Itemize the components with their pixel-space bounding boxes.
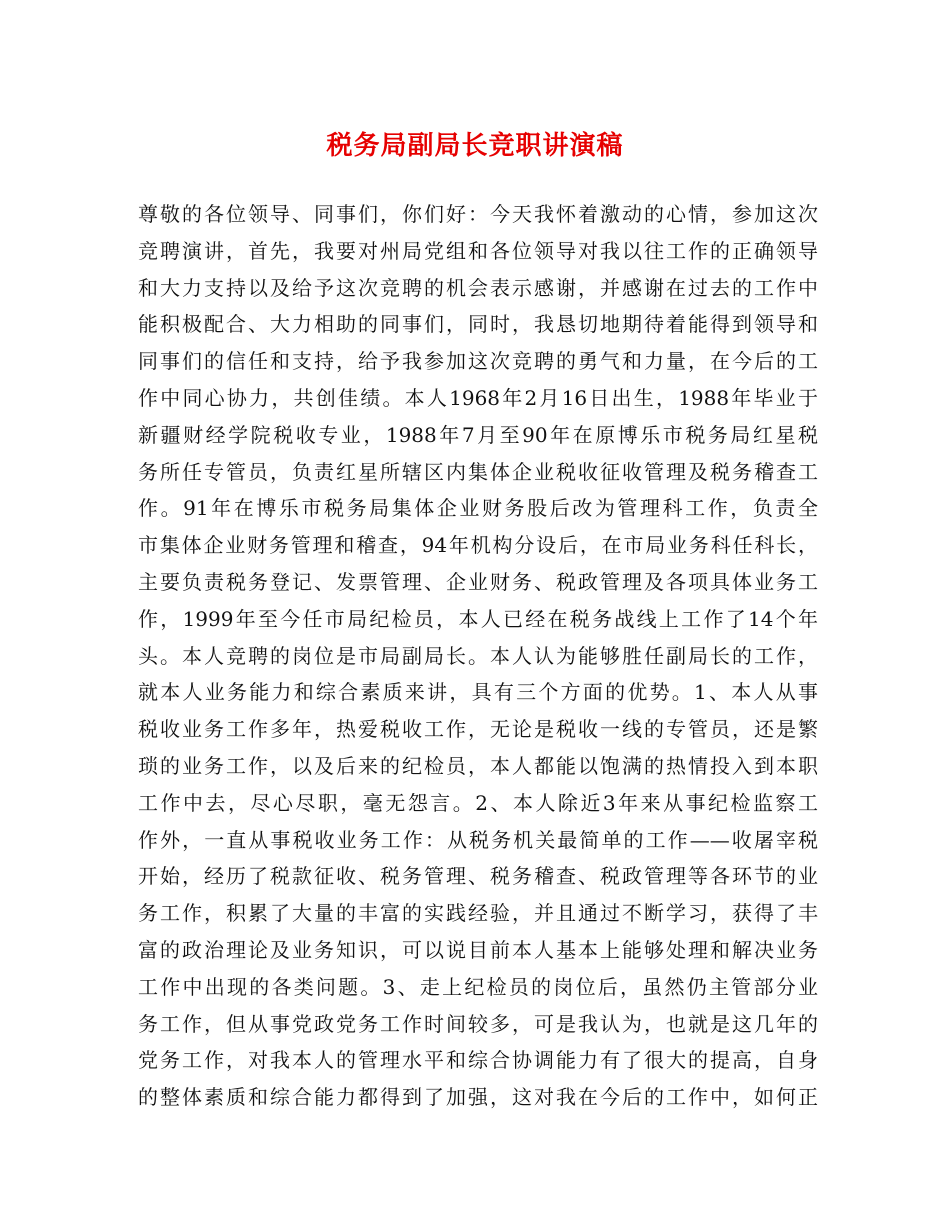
body-line: 税收业务工作多年，热爱税收工作，无论是税收一线的专管员，还是繁 [138,717,818,742]
body-line: 同事们的信任和支持，给予我参加这次竞聘的勇气和力量，在今后的工 [138,349,818,374]
body-line: 党务工作，对我本人的管理水平和综合协调能力有了很大的提高，自身 [138,1048,818,1073]
body-line: 琐的业务工作，以及后来的纪检员，本人都能以饱满的热情投入到本职 [138,753,818,778]
body-line: 工作中出现的各类问题。3、走上纪检员的岗位后，虽然仍主管部分业 [138,974,818,999]
body-line: 作，1999年至今任市局纪检员，本人已经在税务战线上工作了14个年 [138,606,818,631]
body-line: 能积极配合、大力相助的同事们，同时，我恳切地期待着能得到领导和 [138,312,818,337]
body-line: 头。本人竞聘的岗位是市局副局长。本人认为能够胜任副局长的工作， [138,643,818,668]
body-line: 作。91年在博乐市税务局集体企业财务股后改为管理科工作，负责全 [138,496,818,521]
body-line: 的整体素质和综合能力都得到了加强，这对我在今后的工作中，如何正 [138,1085,818,1110]
body-line: 主要负责税务登记、发票管理、企业财务、税政管理及各项具体业务工 [138,569,818,594]
body-line: 作外，一直从事税收业务工作：从税务机关最简单的工作——收屠宰税 [138,827,818,852]
body-line: 竞聘演讲，首先，我要对州局党组和各位领导对我以往工作的正确领导 [138,238,818,263]
body-line: 就本人业务能力和综合素质来讲，具有三个方面的优势。1、本人从事 [138,680,818,705]
body-line: 新疆财经学院税收专业，1988年7月至90年在原博乐市税务局红星税 [138,422,818,447]
body-line: 务工作，积累了大量的丰富的实践经验，并且通过不断学习，获得了丰 [138,901,818,926]
body-line: 开始，经历了税款征收、税务管理、税务稽查、税政管理等各环节的业 [138,864,818,889]
body-line: 市集体企业财务管理和稽查，94年机构分设后，在市局业务科任科长， [138,533,818,558]
document-title: 税务局副局长竞职讲演稿 [326,131,624,161]
document-body [138,196,818,1116]
body-line: 务工作，但从事党政党务工作时间较多，可是我认为，也就是这几年的 [138,1011,818,1036]
body-line: 作中同心协力，共创佳绩。本人1968年2月16日出生，1988年毕业于 [138,385,818,410]
body-line: 工作中去，尽心尽职，毫无怨言。2、本人除近3年来从事纪检监察工 [138,790,818,815]
body-line: 富的政治理论及业务知识，可以说目前本人基本上能够处理和解决业务 [138,937,818,962]
body-line: 和大力支持以及给予这次竞聘的机会表示感谢，并感谢在过去的工作中 [138,275,818,300]
body-line: 尊敬的各位领导、同事们，你们好：今天我怀着激动的心情，参加这次 [138,202,818,226]
body-line: 务所任专管员，负责红星所辖区内集体企业税收征收管理及税务稽查工 [138,459,818,484]
